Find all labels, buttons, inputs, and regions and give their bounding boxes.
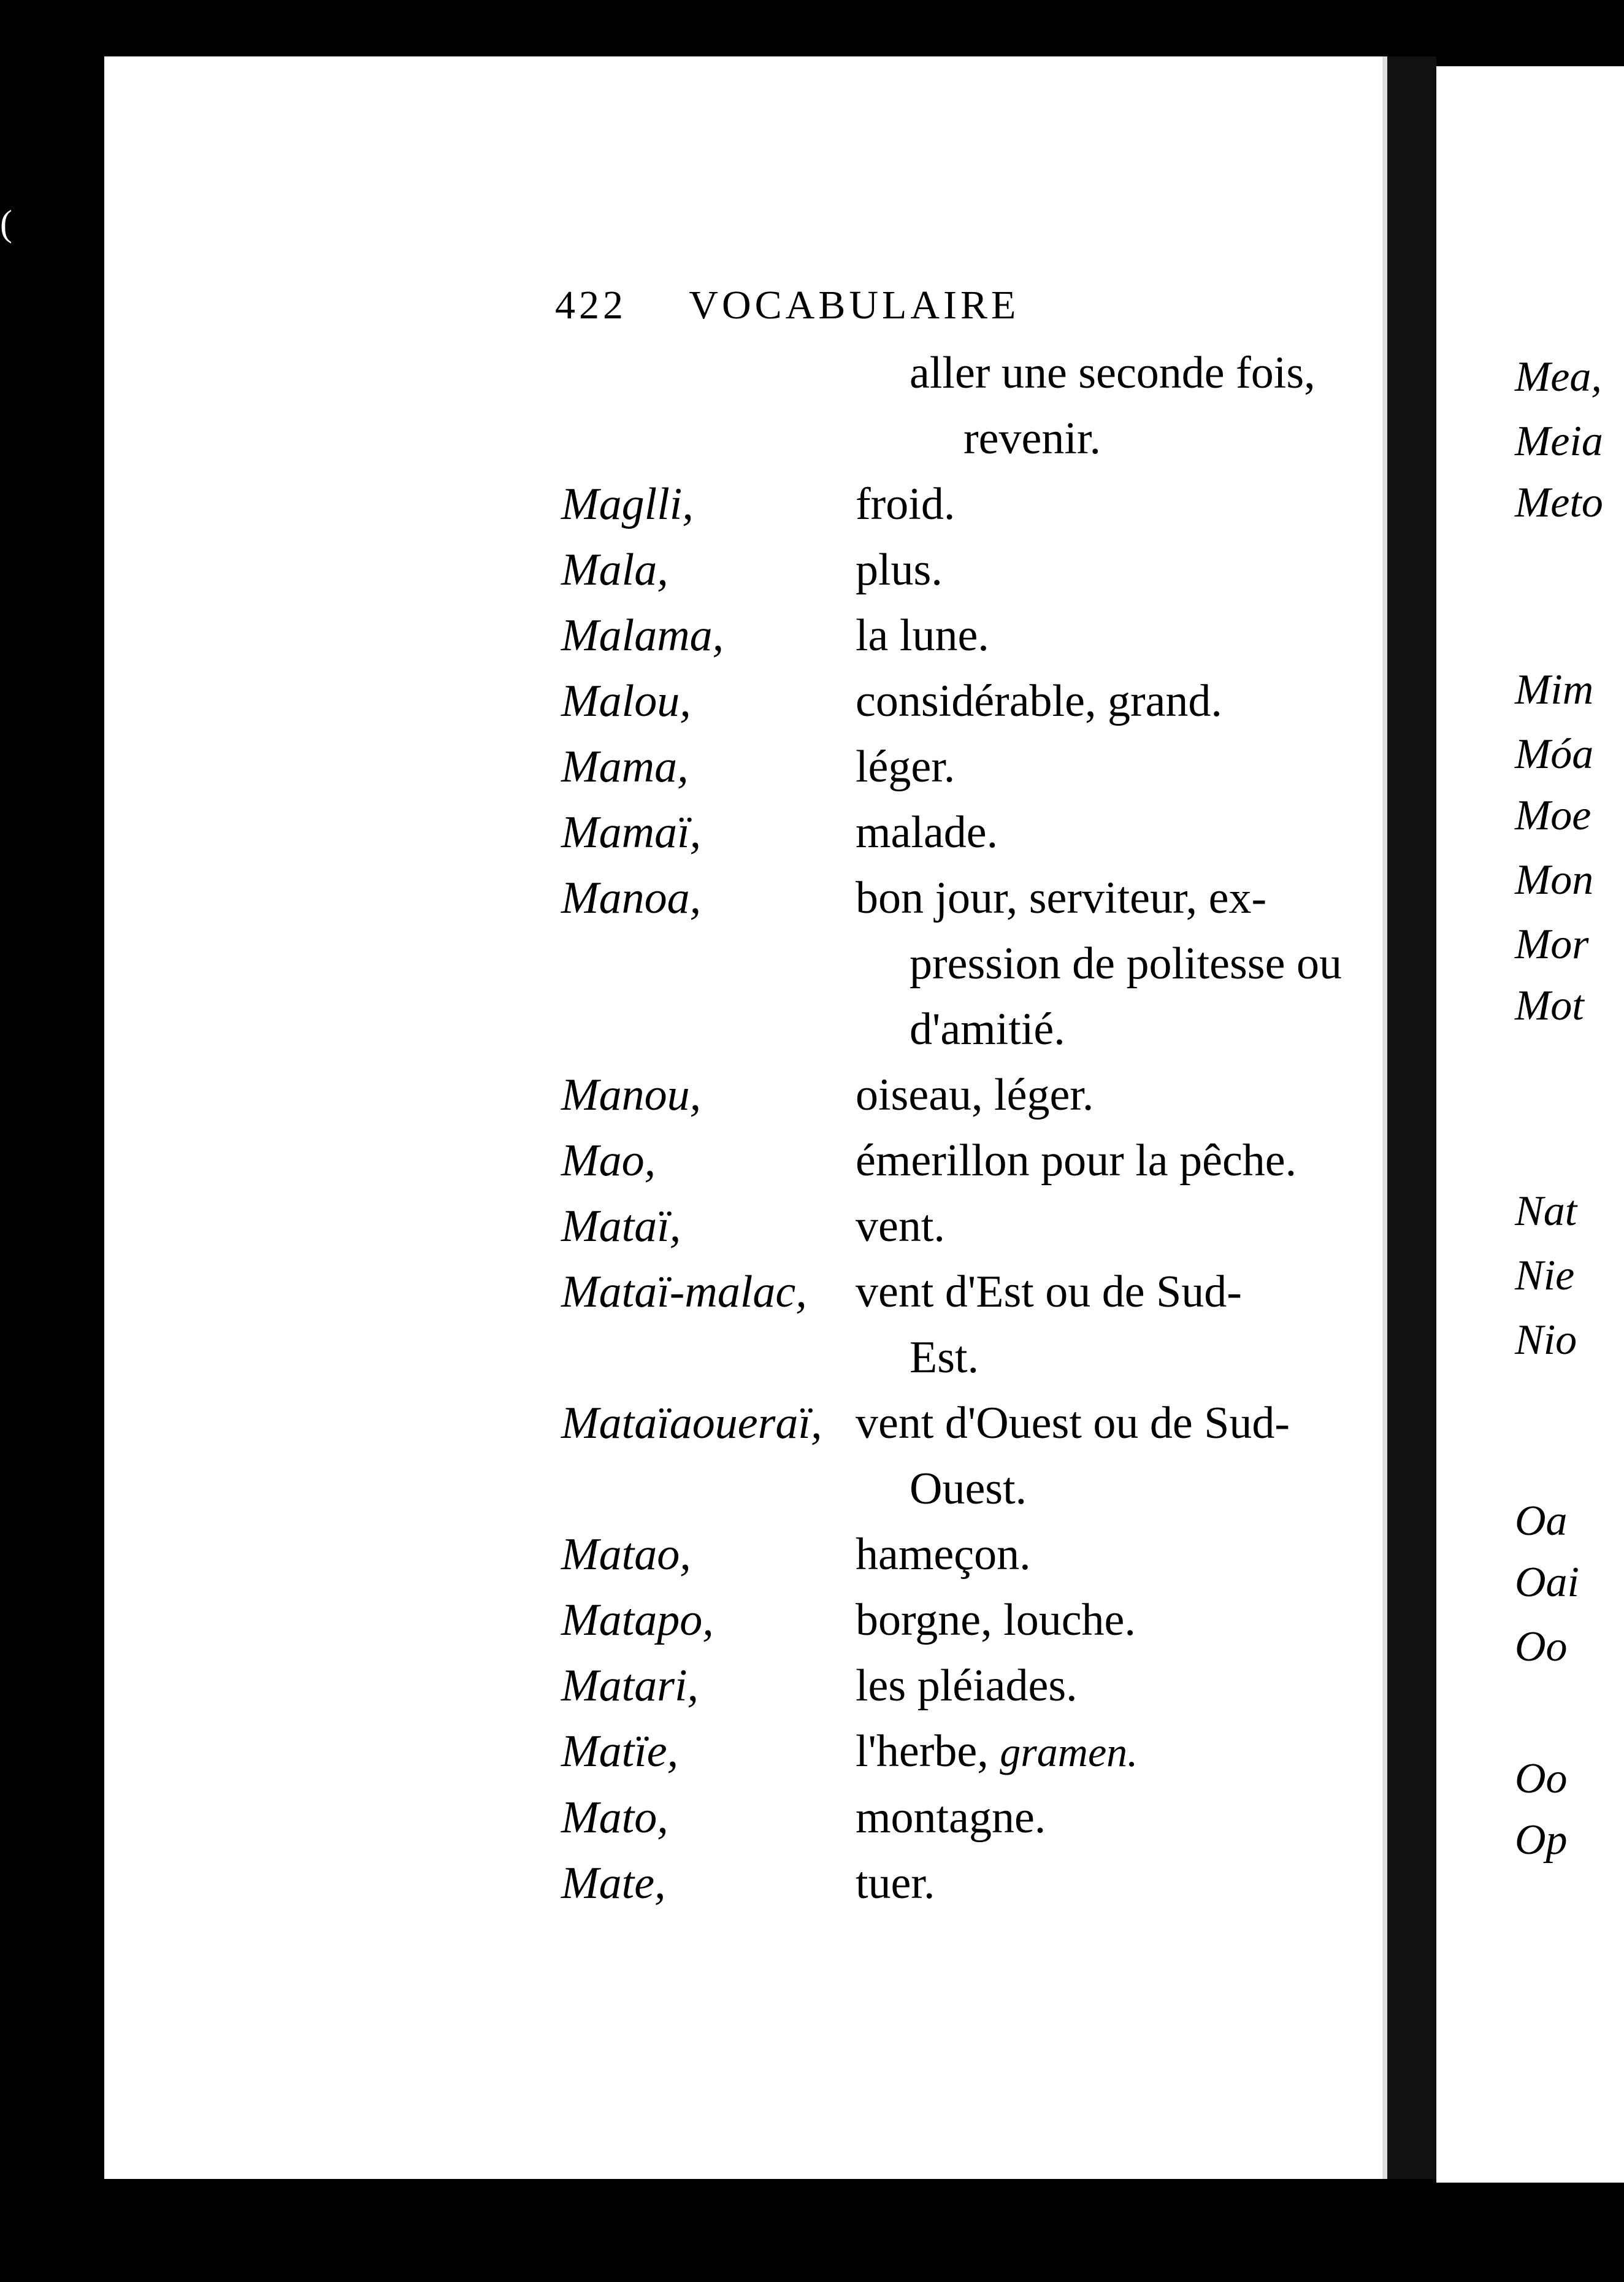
vocabulary-entry [561,1851,1352,1916]
vocabulary-entry [561,537,1352,603]
entry-definition: malade. [856,807,998,858]
entry-headword: Matari, [561,1661,699,1711]
vocabulary-entry [561,1653,1352,1719]
entry-definition: vent. [856,1201,945,1251]
edge-mark: ( [0,203,12,244]
entry-headword: Mato, [561,1792,668,1843]
entry-definition: tuer. [856,1858,935,1908]
vocabulary-entry [561,1719,1352,1785]
right-page-headword: Oai [1515,1559,1579,1606]
entry-headword: Mao, [561,1135,656,1186]
right-page-headword: Meia [1515,418,1603,465]
right-page-headword: Mot [1515,982,1584,1029]
entry-definition: les pléiades. [856,1661,1078,1711]
right-page-headword: Oo [1515,1755,1568,1802]
entry-definition: borgne, louche. [856,1595,1136,1645]
right-page-headword: Móa [1515,731,1594,778]
entry-definition: la lune. [856,610,989,661]
entry-definition: émerillon pour la pêche. [856,1135,1297,1186]
entry-definition: montagne. [856,1792,1046,1843]
entry-definition: bon jour, serviteur, ex- pression de politesse ou d'amitié. [856,873,1342,1055]
vocabulary-entry [561,472,1352,537]
entry-definition: considérable, grand. [856,676,1222,726]
right-page-headword: Mon [1515,856,1594,904]
vocabulary-list [561,340,1352,1916]
right-page-headword: Oa [1515,1497,1568,1545]
book-gutter [1387,56,1436,2179]
vocabulary-entry [561,603,1352,669]
right-page-headword: Oo [1515,1623,1568,1670]
entry-headword: Malou, [561,676,691,726]
vocabulary-entry [561,340,1352,472]
running-title: VOCABULAIRE [689,283,1020,328]
vocabulary-entry [561,734,1352,800]
vocabulary-entry [561,1785,1352,1851]
entry-definition: hameçon. [856,1529,1031,1580]
right-page-headword: Nat [1515,1188,1577,1235]
entry-definition: vent d'Est ou de Sud- Est. [856,1267,1242,1383]
entry-headword: Maglli, [561,479,694,529]
right-page-headword: Mim [1515,666,1594,713]
entry-headword: Mate, [561,1858,666,1908]
entry-definition: léger. [856,742,956,792]
right-page-headword: Op [1515,1816,1568,1864]
entry-headword: Manoa, [561,873,702,923]
right-page-headword: Meto [1515,479,1603,526]
vocabulary-entry [561,1259,1352,1391]
entry-definition: plus. [856,545,943,595]
entry-headword: Manou, [561,1070,702,1120]
entry-definition: l'herbe, gramen. [856,1726,1138,1777]
vocabulary-entry [561,1062,1352,1128]
vocabulary-entry [561,1391,1352,1522]
vocabulary-entry [561,669,1352,734]
vocabulary-entry [561,1522,1352,1588]
vocabulary-entry [561,1128,1352,1194]
right-page-headword: Nio [1515,1316,1577,1364]
vocabulary-entry [561,1194,1352,1259]
vocabulary-entry [561,800,1352,866]
entry-headword [561,340,856,472]
entry-definition: oiseau, léger. [856,1070,1094,1120]
entry-headword: Matao, [561,1529,691,1580]
entry-headword: Mamaï, [561,807,702,858]
right-page-headword: Nie [1515,1252,1575,1299]
entry-definition: froid. [856,479,956,529]
entry-headword: Mataï-malac, [561,1267,807,1317]
entry-headword: Mataïaoueraï, [561,1398,822,1448]
entry-headword: Mataï, [561,1201,681,1251]
page-number: 422 [555,283,627,328]
entry-headword: Matïe, [561,1726,679,1777]
entry-headword: Mala, [561,545,668,595]
entry-headword: Mama, [561,742,689,792]
right-page-headword: Mor [1515,921,1589,968]
entry-headword: Malama, [561,610,724,661]
page-header [555,282,1019,329]
right-page-headword: Moe [1515,792,1591,839]
entry-definition: vent d'Ouest ou de Sud- Ouest. [856,1398,1290,1514]
vocabulary-entry [561,1588,1352,1653]
right-page-headword: Mea, [1515,353,1602,401]
vocabulary-entry [561,866,1352,1062]
entry-definition: aller une seconde fois, revenir. [910,348,1316,464]
entry-headword: Matapo, [561,1595,714,1645]
